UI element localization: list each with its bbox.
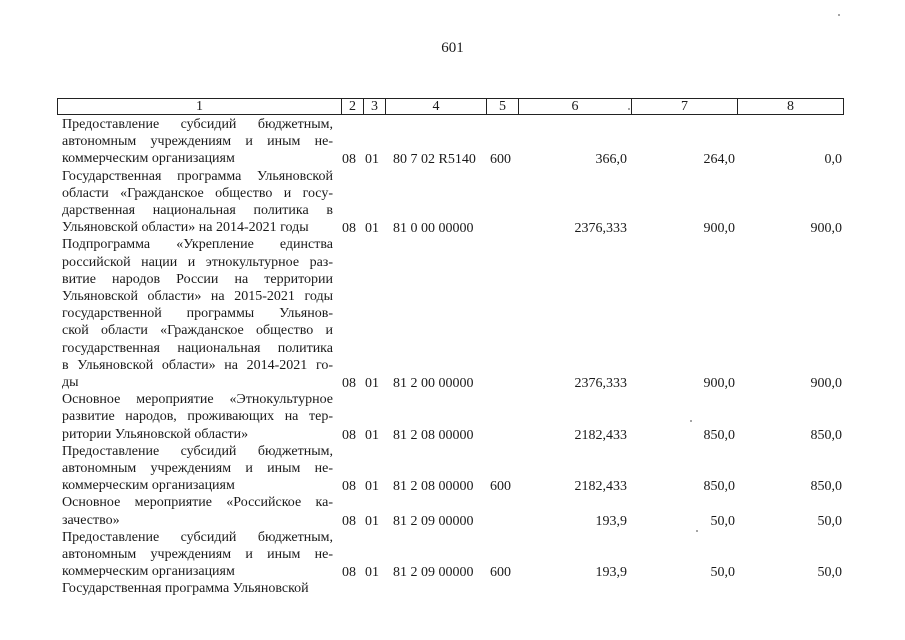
row-description xyxy=(62,168,333,237)
header-col-2: 2 xyxy=(341,99,363,114)
header-col-5: 5 xyxy=(486,99,518,114)
scan-speck xyxy=(838,14,840,16)
description-line: зачество» xyxy=(62,512,120,528)
table-row xyxy=(0,529,905,581)
row-amount-col6: 2182,433 xyxy=(574,479,627,495)
row-amount-col6: 2182,433 xyxy=(574,427,627,443)
table-row xyxy=(0,391,905,443)
row-description xyxy=(62,391,333,443)
description-line: в Ульяновской области» на 2014-2021 го- xyxy=(62,357,333,373)
row-target-article-code: 81 2 09 00000 xyxy=(393,513,474,529)
row-amount-col7: 900,0 xyxy=(703,375,735,391)
description-line: дарственная национальная политика в xyxy=(62,202,333,218)
row-target-article-code: 81 2 08 00000 xyxy=(393,427,474,443)
row-section-code: 08 xyxy=(342,221,356,237)
row-section-code: 08 xyxy=(342,375,356,391)
scan-speck xyxy=(628,108,630,110)
row-subsection-code: 01 xyxy=(365,479,379,495)
row-amount-col7: 850,0 xyxy=(703,427,735,443)
row-subsection-code: 01 xyxy=(365,221,379,237)
description-line: Предоставление субсидий бюджетным, xyxy=(62,529,333,545)
table-row xyxy=(0,116,905,168)
description-line: Основное мероприятие «Российское ка- xyxy=(62,495,333,511)
description-line: автономным учреждениям и иным не- xyxy=(62,546,333,562)
description-line: Подпрограмма «Укрепление единства xyxy=(62,237,333,253)
row-section-code: 08 xyxy=(342,565,356,581)
description-line: области «Гражданское общество и госу- xyxy=(62,185,333,201)
row-subsection-code: 01 xyxy=(365,427,379,443)
row-amount-col8: 900,0 xyxy=(810,221,842,237)
row-section-code: 08 xyxy=(342,513,356,529)
description-line: автономным учреждениям и иным не- xyxy=(62,134,333,150)
description-line: коммерческим организациям xyxy=(62,564,235,580)
description-line: коммерческим организациям xyxy=(62,478,235,494)
row-target-article-code: 81 2 08 00000 xyxy=(393,479,474,495)
scan-speck xyxy=(696,530,698,532)
header-col-8: 8 xyxy=(737,99,843,114)
row-subsection-code: 01 xyxy=(365,513,379,529)
row-amount-col7: 900,0 xyxy=(703,221,735,237)
description-line: государственной программы Ульянов- xyxy=(62,306,333,322)
table-row xyxy=(0,236,905,391)
row-amount-col8: 50,0 xyxy=(817,565,842,581)
description-line: развитие народов, проживающих на тер- xyxy=(62,409,333,425)
description-line: ской области «Гражданское общество и xyxy=(62,323,333,339)
description-line: витие народов России на территории xyxy=(62,271,333,287)
description-line: Государственная программа Ульяновской xyxy=(62,581,309,597)
row-target-article-code: 80 7 02 R5140 xyxy=(393,152,476,168)
row-description xyxy=(62,236,333,391)
row-section-code: 08 xyxy=(342,152,356,168)
row-subsection-code: 01 xyxy=(365,565,379,581)
table-row xyxy=(0,168,905,237)
row-section-code: 08 xyxy=(342,479,356,495)
row-description xyxy=(62,529,333,581)
description-line: автономным учреждениям и иным не- xyxy=(62,460,333,476)
row-amount-col6: 193,9 xyxy=(595,513,627,529)
table-row xyxy=(0,494,905,528)
table-row xyxy=(0,580,905,597)
description-line: Государственная программа Ульяновской xyxy=(62,168,333,184)
row-amount-col7: 850,0 xyxy=(703,479,735,495)
description-line: Основное мероприятие «Этнокультурное xyxy=(62,392,333,408)
description-line: государственная национальная политика xyxy=(62,340,333,356)
row-subsection-code: 01 xyxy=(365,152,379,168)
row-section-code: 08 xyxy=(342,427,356,443)
row-expense-type-code: 600 xyxy=(490,479,511,495)
description-line: коммерческим организациям xyxy=(62,151,235,167)
row-amount-col7: 50,0 xyxy=(710,565,735,581)
row-amount-col7: 264,0 xyxy=(703,152,735,168)
header-col-3: 3 xyxy=(363,99,385,114)
description-line: ритории Ульяновской области» xyxy=(62,426,249,442)
page-number: 601 xyxy=(441,40,464,56)
row-target-article-code: 81 2 09 00000 xyxy=(393,565,474,581)
row-description xyxy=(62,443,333,495)
description-line: Предоставление субсидий бюджетным, xyxy=(62,117,333,132)
row-amount-col6: 2376,333 xyxy=(574,375,627,391)
description-line: ды xyxy=(62,374,79,390)
description-line: российской нации и этнокультурное раз- xyxy=(62,254,333,270)
row-description xyxy=(62,494,333,528)
header-col-1: 1 xyxy=(196,99,203,114)
scan-speck xyxy=(690,420,692,422)
description-line: Ульяновской области» на 2014-2021 годы xyxy=(62,220,309,236)
row-amount-col8: 50,0 xyxy=(817,513,842,529)
description-line: Ульяновской области» на 2015-2021 годы xyxy=(62,288,333,304)
row-expense-type-code: 600 xyxy=(490,565,511,581)
row-description xyxy=(62,116,333,168)
row-description xyxy=(62,580,333,597)
header-col-7: 7 xyxy=(631,99,737,114)
row-target-article-code: 81 2 00 00000 xyxy=(393,375,474,391)
row-target-article-code: 81 0 00 00000 xyxy=(393,221,474,237)
row-amount-col8: 900,0 xyxy=(810,375,842,391)
header-col-4: 4 xyxy=(385,99,486,114)
row-amount-col7: 50,0 xyxy=(710,513,735,529)
row-amount-col8: 850,0 xyxy=(810,479,842,495)
table-header xyxy=(57,98,844,115)
row-expense-type-code: 600 xyxy=(490,152,511,168)
row-amount-col8: 850,0 xyxy=(810,427,842,443)
row-amount-col6: 193,9 xyxy=(595,565,627,581)
row-subsection-code: 01 xyxy=(365,375,379,391)
row-amount-col6: 2376,333 xyxy=(574,221,627,237)
description-line: Предоставление субсидий бюджетным, xyxy=(62,443,333,459)
header-col-6: 6 xyxy=(518,99,631,114)
table-row xyxy=(0,443,905,495)
row-amount-col6: 366,0 xyxy=(595,152,627,168)
row-amount-col8: 0,0 xyxy=(824,152,842,168)
